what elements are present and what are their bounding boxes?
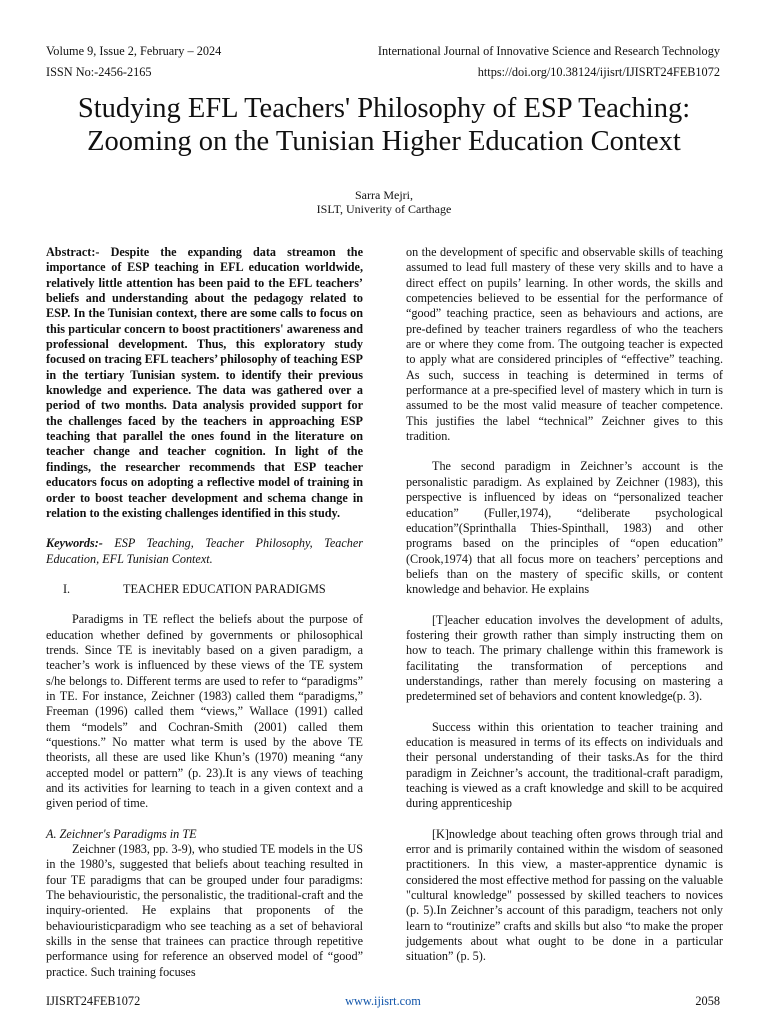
abstract: Abstract:- Despite the expanding data streamon the importance of ESP teaching in EFL education worldwide, relatively little attention has been paid to the EFL teachers’ beliefs and understanding about the pedagogy related to ESP. In the Tunisian context, there are some calls to focus on this particular concern to boost practitioners' awareness and professional development. Thus, this exploratory study focused on tracing EFL teachers’ philosophy of teaching ESP in the tertiary Tunisian system. to identify their previous knowledge and experience. The data was gathered over a period of two months. Data analysis provided support for the challenges faced by the teachers in approaching ESP teaching that parallel the ones found in the literature on teacher change and teacher cognition. In light of the findings, the researcher recommends that ESP teacher educators focus on adopting a reflective model of training in order to boost teacher development and schema change in relation to the existing challenges identified in this study. — [46, 245, 363, 520]
keywords-text: ESP Teaching, Teacher Philosophy, Teacher Education, EFL Tunisian Context. — [46, 536, 363, 566]
paragraph: Success within this orientation to teacher training and education is measured in terms of its effects on individuals and their personal understanding of their tasks.As for the third paradigm in Zeichner’s account, the traditional-craft paradigm, teaching is viewed as a craft knowledge and skill to be acquired during apprenticeship — [406, 719, 723, 811]
left-column — [46, 245, 363, 980]
volume-info: Volume 9, Issue 2, February – 2024 — [46, 44, 222, 58]
paper-id: IJISRT24FEB1072 — [46, 994, 141, 1008]
title-line-1: Studying EFL Teachers' Philosophy of ESP Teaching: — [77, 93, 691, 124]
author-affiliation: ISLT, Univerity of Carthage — [316, 202, 452, 216]
paragraph: Paradigms in TE reflect the beliefs about the purpose of education whether defined by governments or philosophical trends. Since TE is inevitably based on a given paradigm, a teacher’s work is influenced by these views of the TE system s/he belongs to. Different terms are used to refer to “paradigms” in TE. For instance, Zeichner (1983) called them “paradigms,” Freeman (1996) called them “views,” Wallace (1991) called them “models” and Cochran-Smith (2001) called them “questions.” No matter what term is used by the above TE theorists, all these are used like Khun’s (1970) meaning “any accepted model or pattern” (p. 23).It is any views of teaching and its activities for learning to teach in a given context and a given period of time. — [46, 612, 363, 811]
section-number: I. — [63, 581, 71, 596]
block-quote: [T]eacher education involves the development of adults, fostering their growth rather than simply instructing them on how to teach. The primary challenge within this framework is facilitating the transformation of perceptions and understandings, rather than merely focusing on mastering a predetermined set of behaviors and content knowledge(p. 3). — [406, 612, 723, 704]
section-heading — [46, 582, 363, 597]
right-column — [406, 245, 723, 965]
page-number: 2058 — [695, 994, 720, 1008]
paper-title — [30, 92, 738, 158]
subsection-heading: A. Zeichner's Paradigms in TE — [46, 826, 197, 841]
title-line-2: Zooming on the Tunisian Higher Education Context — [87, 126, 681, 157]
doi-link[interactable]: https://doi.org/10.38124/ijisrt/IJISRT24FEB1072 — [477, 65, 720, 79]
journal-name: International Journal of Innovative Science and Research Technology — [377, 44, 720, 58]
paragraph: on the development of specific and observable skills of teaching assumed to lead full mastery of these very skills and to have a direct effect on pupils’ learning. In other words, the skills and competencies believed to be essential for the performance of “good” teaching practice, seen as behaviours and actions, are pre-defined by teacher trainers regardless of who the teachers are or where they come from. The outgoing teacher is expected to apply what are considered principles of “effective” teaching. As such, success in teaching is determined in terms of performance at a pre-specified level of mastery which in turn is assumed to be the most valid measure of teacher competence. This justifies the label “technical” Zeichner gives to this tradition. — [406, 245, 723, 444]
keywords-label: Keywords:- — [46, 536, 103, 551]
site-link[interactable]: www.ijisrt.com — [345, 994, 421, 1008]
author-name: Sarra Mejri, — [355, 188, 413, 202]
author-block — [0, 188, 768, 216]
issn: ISSN No:-2456-2165 — [46, 65, 152, 79]
section-title: TEACHER EDUCATION PARADIGMS — [123, 581, 326, 596]
keywords — [46, 536, 363, 567]
block-quote: [K]nowledge about teaching often grows through trial and error and is primarily contained within the wisdom of seasoned practitioners. In this view, a master-apprentice dynamic is considered the most effective method for passing on the valuable "cultural knowledge" possessed by skilled teachers to novices (p. 5).In Zeichner’s account of this paradigm, teachers not only learn to “routinize” crafts and skills but also “to make the proper judgements about what ought to be done in a particular situation” (p. 5). — [406, 826, 723, 964]
paragraph: The second paradigm in Zeichner’s account is the personalistic paradigm. As explained by Zeichner (1983), this perspective is influenced by ideas on “personalized teacher education” (Fuller,1974), “deliberate psychological education”(Sprinthalla Thies-Spinthall, 1983) and other programs based on the principles of “open education” (Crook,1974) that all focus more on teachers’ perceptions and beliefs than on the mastery of specific skills, or content knowledge and behavior. He explains — [406, 459, 723, 597]
paragraph: Zeichner (1983, pp. 3-9), who studied TE models in the US in the 1980’s, suggested that beliefs about teaching resulted in four TE paradigms that can be grouped under four paradigms: The behaviouristic, the personalistic, the traditional-craft and the inquiry-oriented. He explains that proponents of the behaviouristicparadigm who see teaching as a set of behavioral skills in the sense that trainees can practice through repetitive performance using for reference an observed model of “good” practice. Such training focuses — [46, 842, 363, 979]
